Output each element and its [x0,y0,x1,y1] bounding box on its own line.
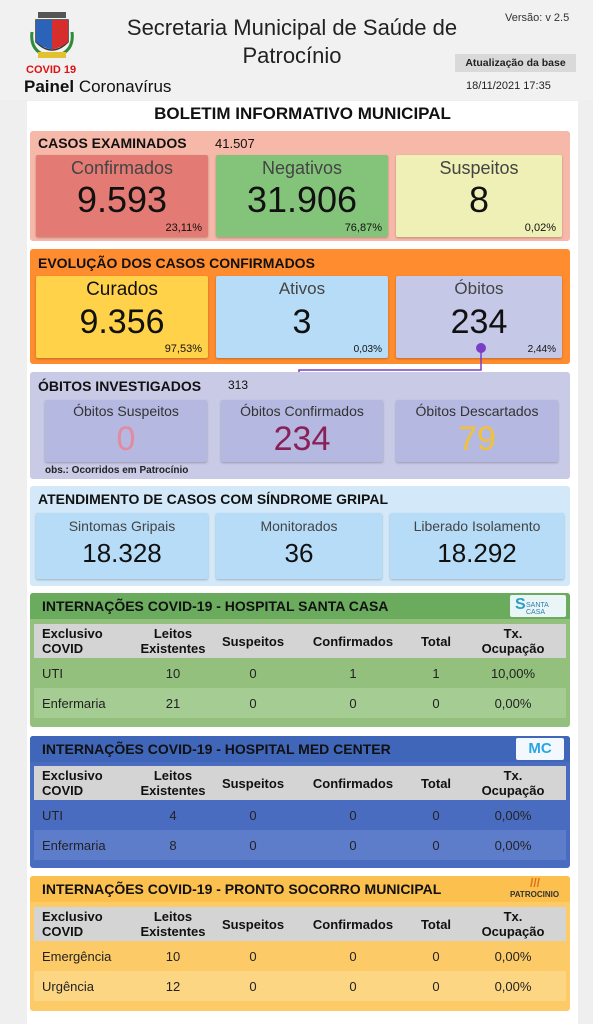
deaths-suspect-value: 0 [116,420,136,458]
deaths-confirmed-value: 234 [273,420,331,458]
bulletin-title: BOLETIM INFORMATIVO MUNICIPAL [154,104,451,123]
row-occupancy: 10,00% [490,665,536,681]
col-beds: Leitos Existentes [140,909,206,939]
deaths-label: Óbitos [454,279,504,298]
dashboard-board [27,101,578,1024]
cases-examined-title: CASOS EXAMINADOS [38,135,187,151]
panel-title [24,77,171,97]
deaths-observation: obs.: Ocorridos em Patrocínio [45,465,189,476]
row-name: Enfermaria [42,837,106,853]
santa-casa-section [30,593,570,727]
santa-casa-logo-text: SANTA CASA [526,602,549,616]
col-occupancy: Tx. Ocupação [481,768,545,798]
covid-label: COVID 19 [26,64,77,76]
deaths-suspect-label: Óbitos Suspeitos [73,403,179,419]
row-beds: 8 [169,837,177,853]
suspect-value: 8 [468,179,490,220]
negative-pct: 76,87% [344,222,382,234]
investigated-deaths-section [30,372,570,479]
santa-casa-logo-mark-icon: S [515,596,526,613]
row-beds: 10 [165,948,181,964]
header [0,0,593,100]
row-suspects: 0 [249,978,257,994]
investigated-deaths-title: ÓBITOS INVESTIGADOS [38,378,202,394]
row-occupancy: 0,00% [494,695,532,711]
row-confirmed: 1 [349,665,357,681]
released-isolation-value: 18.292 [437,538,517,568]
table-header-row [34,907,566,941]
table-row [34,941,566,971]
active-pct: 0,03% [353,344,382,355]
row-confirmed: 0 [349,948,357,964]
deaths-pct: 2,44% [527,344,556,355]
suspect-card[interactable] [396,155,562,237]
row-total: 0 [432,948,440,964]
negative-label: Negativos [261,158,343,178]
panel-title-rest: Coronavírus [74,77,172,96]
row-name: Enfermaria [42,695,106,711]
row-suspects: 0 [249,807,257,823]
deaths-confirmed-card[interactable] [221,400,383,462]
flu-symptoms-card[interactable] [36,513,208,579]
row-confirmed: 0 [349,695,357,711]
row-total: 1 [432,665,440,681]
deaths-suspect-card[interactable] [45,400,207,462]
row-occupancy: 0,00% [494,948,532,964]
cured-label: Curados [86,279,158,300]
released-isolation-label: Liberado Isolamento [413,518,541,534]
cured-pct: 97,53% [164,343,202,355]
med-center-table [34,766,566,860]
version-label: Versão: v 2.5 [505,12,570,24]
cases-examined-total: 41.507 [215,136,255,151]
santa-casa-title: INTERNAÇÕES COVID-19 - HOSPITAL SANTA CASA [42,598,389,614]
negative-value: 31.906 [246,179,358,220]
deaths-discarded-value: 79 [458,420,496,458]
patrocinio-logo-text: PATROCINIO [510,890,560,899]
cured-value: 9.356 [79,303,165,341]
released-isolation-card[interactable] [390,513,564,579]
confirmed-value: 9.593 [76,179,168,220]
row-beds: 21 [165,695,181,711]
santa-casa-logo [510,595,566,617]
table-row [34,971,566,1001]
flu-symptoms-value: 18.328 [82,538,162,568]
row-total: 0 [432,837,440,853]
row-confirmed: 0 [349,807,357,823]
page-title: Secretaria Municipal de Saúde de Patrocínio [126,15,458,68]
flu-syndrome-section [30,486,570,586]
col-confirmed: Confirmados [312,775,394,791]
suspect-label: Suspeitos [439,158,519,178]
panel-title-bold: Painel [24,77,75,96]
med-center-logo [516,738,564,760]
santa-casa-table [34,624,566,718]
row-occupancy: 0,00% [494,978,532,994]
row-name: Urgência [42,978,95,994]
confirmed-label: Confirmados [70,158,174,178]
patrocinio-logo [508,878,566,900]
row-confirmed: 0 [349,837,357,853]
row-beds: 4 [169,807,177,823]
row-beds: 10 [165,665,181,681]
row-suspects: 0 [249,665,257,681]
negative-card[interactable] [216,155,388,237]
confirmed-card[interactable] [36,155,208,237]
med-center-logo-text: MC [528,740,552,757]
row-total: 0 [432,695,440,711]
table-row [34,800,566,830]
col-total: Total [420,633,452,649]
pronto-socorro-table [34,907,566,1001]
col-occupancy: Tx. Ocupação [481,909,545,939]
row-total: 0 [432,978,440,994]
evolution-title: EVOLUÇÃO DOS CASOS CONFIRMADOS [38,255,315,271]
row-total: 0 [432,807,440,823]
col-confirmed: Confirmados [312,916,394,932]
monitored-label: Monitorados [260,518,338,534]
col-total: Total [420,916,452,932]
city-crest-logo [30,12,74,60]
monitored-value: 36 [284,538,314,568]
deaths-confirmed-label: Óbitos Confirmados [240,403,364,419]
deaths-discarded-label: Óbitos Descartados [415,403,539,419]
cases-examined-section [30,131,570,241]
pronto-socorro-section [30,876,570,1011]
med-center-section [30,736,570,868]
col-occupancy: Tx. Ocupação [481,626,545,656]
col-beds: Leitos Existentes [140,768,206,798]
col-suspects: Suspeitos [221,775,285,791]
table-row [34,658,566,688]
col-suspects: Suspeitos [221,916,285,932]
flu-syndrome-title: ATENDIMENTO DE CASOS COM SÍNDROME GRIPAL [38,491,389,507]
confirmed-pct: 23,11% [165,222,202,234]
row-name: UTI [42,807,63,823]
investigated-deaths-total: 313 [228,378,249,392]
col-beds: Leitos Existentes [140,626,206,656]
row-suspects: 0 [249,695,257,711]
table-row [34,830,566,860]
table-header-row [34,766,566,800]
patrocinio-logo-mark-icon: /// [530,876,541,890]
row-suspects: 0 [249,948,257,964]
row-beds: 12 [165,978,181,994]
med-center-title: INTERNAÇÕES COVID-19 - HOSPITAL MED CENTER [42,741,391,757]
col-suspects: Suspeitos [221,633,285,649]
row-suspects: 0 [249,837,257,853]
col-total: Total [420,775,452,791]
suspect-pct: 0,02% [524,222,556,234]
update-base-button[interactable]: Atualização da base [455,54,576,72]
update-date: 18/11/2021 17:35 [466,80,551,92]
active-value: 3 [292,303,312,341]
table-row [34,688,566,718]
row-confirmed: 0 [349,978,357,994]
col-exclusive-covid: Exclusivo COVID [42,626,103,656]
col-exclusive-covid: Exclusivo COVID [42,768,103,798]
col-confirmed: Confirmados [312,633,394,649]
active-label: Ativos [278,279,326,298]
deaths-value: 234 [450,303,508,341]
table-header-row [34,624,566,658]
row-occupancy: 0,00% [494,807,532,823]
row-name: Emergência [42,948,112,964]
col-exclusive-covid: Exclusivo COVID [42,909,103,939]
row-occupancy: 0,00% [494,837,532,853]
row-name: UTI [42,665,63,681]
pronto-socorro-title: INTERNAÇÕES COVID-19 - PRONTO SOCORRO MUNICIPAL [42,881,442,897]
flu-symptoms-label: Sintomas Gripais [68,518,176,534]
cured-card[interactable] [36,276,208,358]
deaths-discarded-card[interactable] [396,400,558,462]
monitored-card[interactable] [216,513,382,579]
